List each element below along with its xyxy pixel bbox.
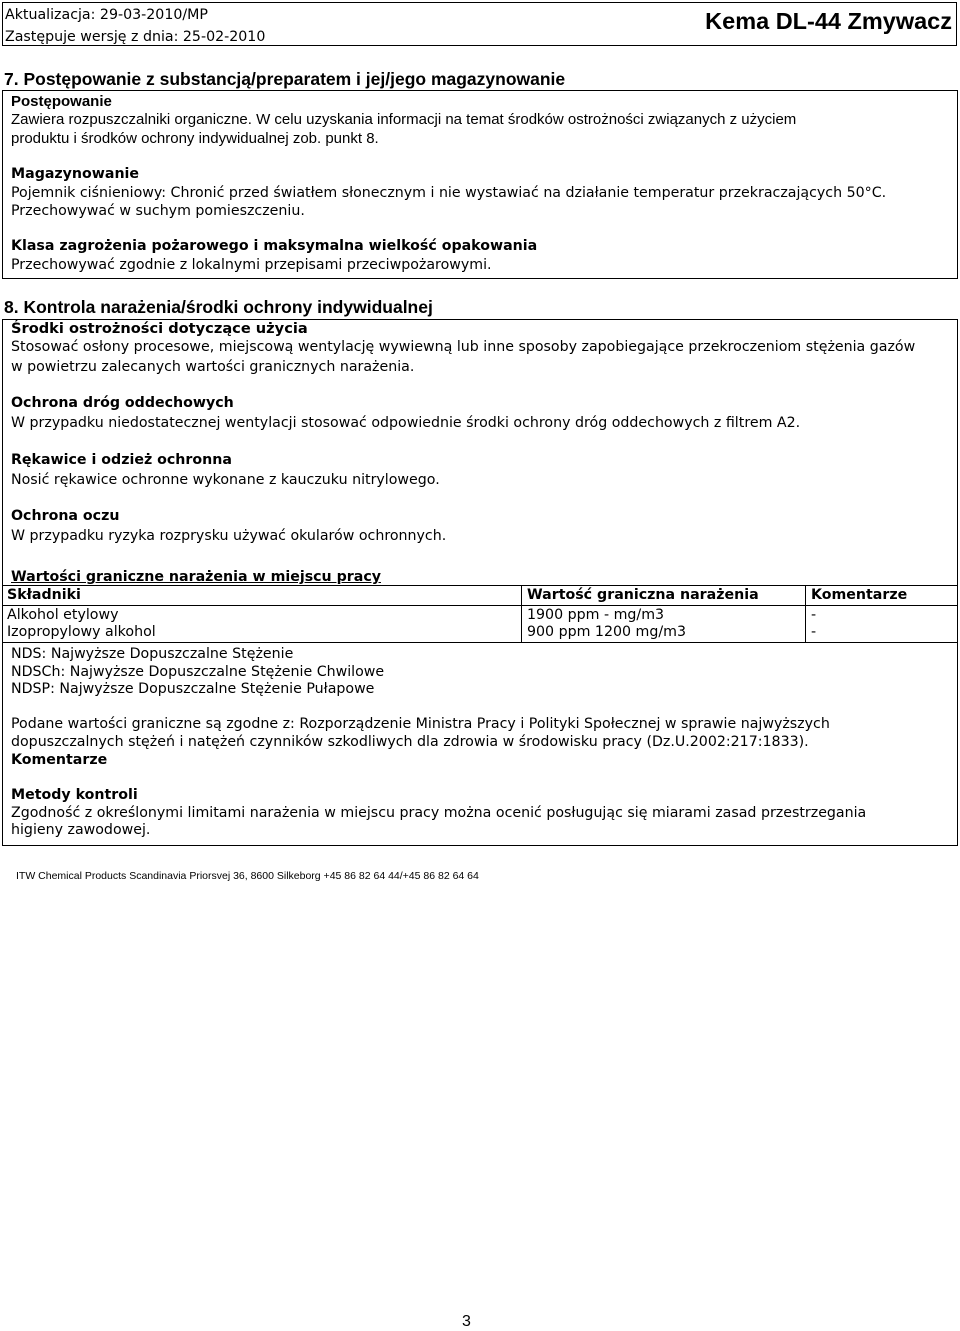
table-top-border	[2, 585, 958, 586]
table-row-2-limit: 900 ppm 1200 mg/m3	[527, 624, 686, 640]
table-col-divider-2	[805, 585, 806, 642]
page-number: 3	[462, 1313, 471, 1330]
company-footer: ITW Chemical Products Scandinavia Priorsvej 36, 8600 Silkeborg +45 86 82 64 44/+45 86 82 64 64	[16, 870, 479, 882]
fire-class-text: Przechowywać zgodnie z lokalnymi przepisami przeciwpożarowymi.	[11, 257, 492, 273]
precautions-heading: Środki ostrożności dotyczące użycia	[11, 320, 308, 337]
respiratory-heading: Ochrona dróg oddechowych	[11, 395, 234, 411]
control-methods-text-1: Zgodność z określonymi limitami narażenia w miejscu pracy można ocenić posługując się miarami zasad przestrzegania	[11, 805, 867, 821]
control-methods-heading: Metody kontroli	[11, 787, 138, 803]
exposure-limits-table	[2, 585, 958, 703]
table-header-border	[2, 605, 958, 606]
storage-text-1: Pojemnik ciśnieniowy: Chronić przed światłem słonecznym i nie wystawiać na działanie temperatur przekraczających 50°C.	[11, 185, 887, 201]
table-row-2-component: Izopropylowy alkohol	[7, 624, 156, 640]
table-header-limit: Wartość graniczna narażenia	[527, 587, 759, 603]
handling-text-2: produktu i środków ochrony indywidualnej zob. punkt 8.	[11, 130, 379, 147]
abbrev-ndsch: NDSCh: Najwyższe Dopuszczalne Stężenie Chwilowe	[11, 664, 385, 680]
precautions-text-1: Stosować osłony procesowe, miejscową wentylację wywiewną lub inne sposoby zapobiegające przekroczeniom stężenia gazów	[11, 339, 916, 355]
limits-heading: Wartości graniczne narażenia w miejscu pracy	[11, 569, 381, 585]
eyes-heading: Ochrona oczu	[11, 508, 120, 524]
update-date: Aktualizacja: 29-03-2010/MP	[5, 7, 208, 23]
table-header-comments: Komentarze	[811, 587, 908, 603]
gloves-heading: Rękawice i odzież ochronna	[11, 452, 232, 468]
section-8-title: 8. Kontrola narażenia/środki ochrony indywidualnej	[4, 297, 433, 317]
table-row-2-comment: -	[811, 624, 817, 640]
storage-text-2: Przechowywać w suchym pomieszczeniu.	[11, 203, 305, 219]
legal-text-1: Podane wartości graniczne są zgodne z: Rozporządzenie Ministra Pracy i Polityki Społecznej w sprawie najwyższych	[11, 716, 830, 732]
section-7-title: 7. Postępowanie z substancją/preparatem i jej/jego magazynowanie	[4, 69, 566, 89]
table-col-divider-1	[521, 585, 522, 642]
eyes-text: W przypadku ryzyka rozprysku używać okularów ochronnych.	[11, 528, 447, 544]
table-row-1-comment: -	[811, 607, 817, 623]
legal-text-2: dopuszczalnych stężeń i natężeń czynników szkodliwych dla zdrowia w środowisku pracy (Dz.U.2002:217:1833).	[11, 734, 809, 750]
comments-heading: Komentarze	[11, 752, 108, 768]
respiratory-text: W przypadku niedostatecznej wentylacji stosować odpowiednie środki ochrony dróg oddechowych z filtrem A2.	[11, 415, 801, 431]
table-rows-border	[2, 642, 958, 643]
fire-class-heading: Klasa zagrożenia pożarowego i maksymalna wielkość opakowania	[11, 238, 538, 254]
storage-heading: Magazynowanie	[11, 166, 140, 182]
gloves-text: Nosić rękawice ochronne wykonane z kauczuku nitrylowego.	[11, 472, 440, 488]
replaces-date: Zastępuje wersję z dnia: 25-02-2010	[5, 29, 266, 45]
abbrev-nds: NDS: Najwyższe Dopuszczalne Stężenie	[11, 646, 294, 662]
product-title: Kema DL-44 Zmywacz	[705, 8, 952, 34]
precautions-text-2: w powietrzu zalecanych wartości granicznych narażenia.	[11, 359, 415, 375]
abbrev-ndsp: NDSP: Najwyższe Dopuszczalne Stężenie Pułapowe	[11, 681, 375, 697]
handling-text-1: Zawiera rozpuszczalniki organiczne. W celu uzyskania informacji na temat środków ostrożności związanych z użyciem	[11, 111, 797, 128]
handling-heading: Postępowanie	[11, 93, 112, 110]
table-row-1-limit: 1900 ppm - mg/m3	[527, 607, 665, 623]
table-header-components: Składniki	[7, 587, 81, 603]
table-row-1-component: Alkohol etylowy	[7, 607, 119, 623]
control-methods-text-2: higieny zawodowej.	[11, 822, 151, 838]
